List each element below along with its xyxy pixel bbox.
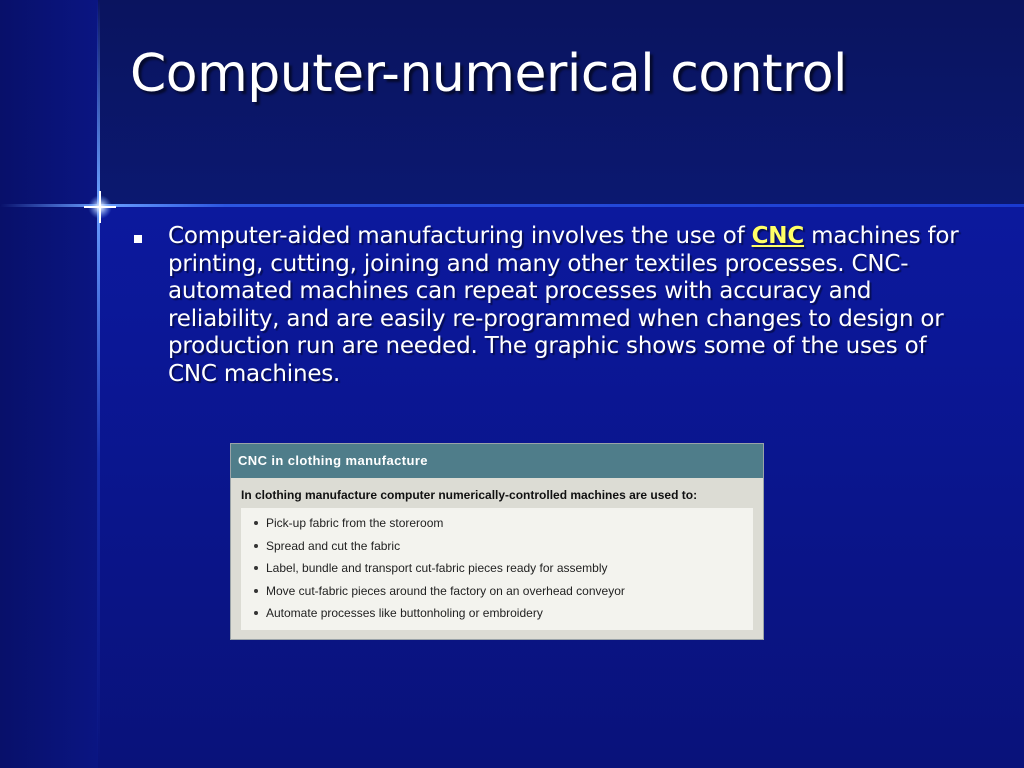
sparkle-icon bbox=[84, 191, 116, 223]
list-item: Label, bundle and transport cut-fabric pieces ready for assembly bbox=[241, 560, 753, 583]
panel-list-box bbox=[241, 508, 753, 630]
list-item: Pick-up fabric from the storeroom bbox=[241, 515, 753, 538]
panel-header: CNC in clothing manufacture bbox=[231, 444, 763, 478]
bullet-text-end: machines for printing, cutting, joining and many other textiles processes. CNC-automated machines can repeat processes with accuracy and reliability, and are easily re-programmed when changes to design or production run are needed. The graphic shows some of the uses of CNC machines. bbox=[168, 223, 959, 387]
bullet-item bbox=[130, 223, 960, 388]
panel-intro: In clothing manufacture computer numerically-controlled machines are used to: bbox=[241, 488, 698, 502]
uses-list bbox=[241, 515, 753, 628]
list-item: Spread and cut the fabric bbox=[241, 538, 753, 561]
list-item: Move cut-fabric pieces around the factory on an overhead conveyor bbox=[241, 583, 753, 606]
slide-title: Computer-numerical control bbox=[130, 44, 848, 104]
cnc-link[interactable]: CNC bbox=[751, 223, 805, 249]
horizontal-accent-line bbox=[0, 204, 1024, 207]
left-band bbox=[0, 0, 98, 768]
square-bullet-icon bbox=[134, 235, 142, 243]
vertical-accent-line bbox=[97, 0, 100, 768]
bullet-text-start: Computer-aided manufacturing involves the use of bbox=[168, 223, 752, 249]
list-item: Automate processes like buttonholing or embroidery bbox=[241, 605, 753, 628]
cnc-graphic-panel bbox=[230, 443, 764, 640]
bullet-text bbox=[168, 223, 960, 388]
